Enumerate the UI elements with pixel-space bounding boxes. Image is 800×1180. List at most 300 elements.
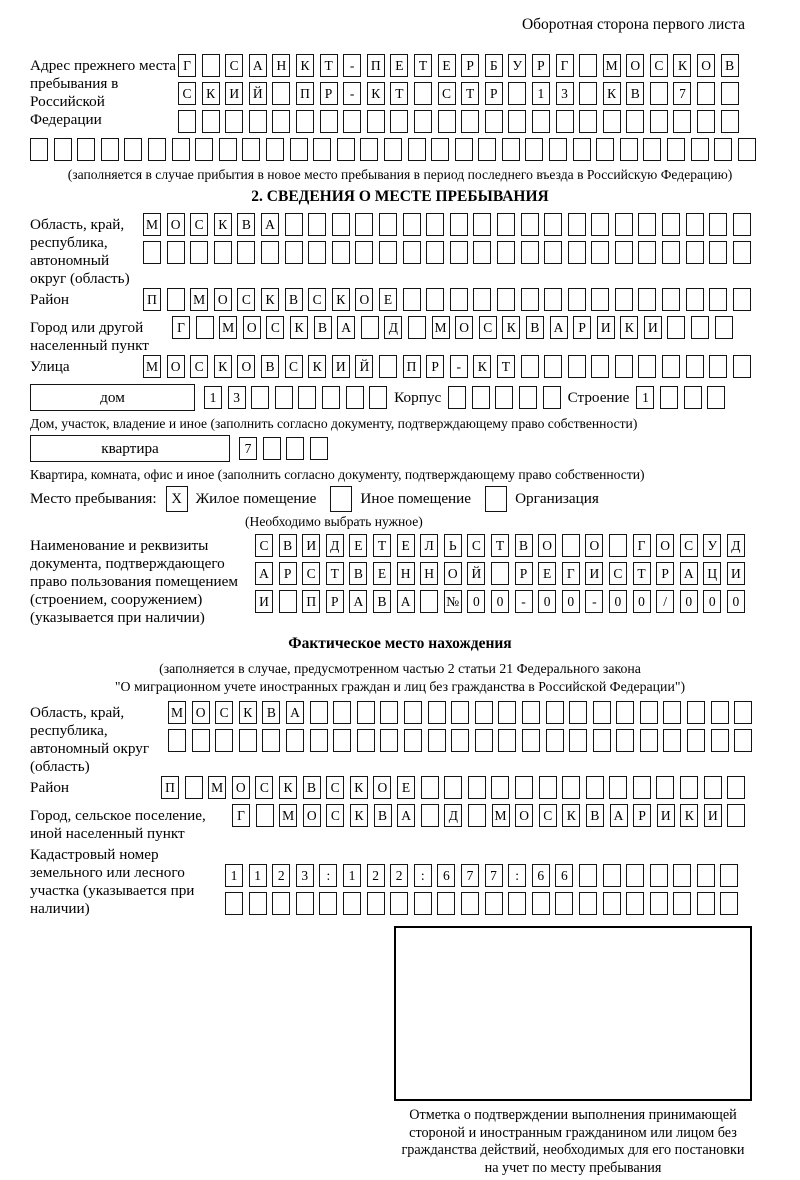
char-box[interactable]: С: [237, 288, 255, 311]
char-box[interactable]: [333, 729, 351, 752]
char-box[interactable]: Р: [485, 82, 503, 105]
char-box[interactable]: И: [704, 804, 722, 827]
char-box[interactable]: К: [562, 804, 580, 827]
char-box[interactable]: [720, 864, 738, 887]
char-box[interactable]: 3: [228, 386, 246, 409]
char-box[interactable]: 0: [538, 590, 556, 613]
char-box[interactable]: А: [550, 316, 568, 339]
char-box[interactable]: С: [326, 776, 344, 799]
char-box[interactable]: А: [337, 316, 355, 339]
char-box[interactable]: В: [262, 701, 280, 724]
char-box[interactable]: [473, 288, 491, 311]
char-box[interactable]: [461, 110, 479, 133]
char-box[interactable]: С: [438, 82, 456, 105]
char-box[interactable]: [225, 892, 243, 915]
char-box[interactable]: [275, 386, 293, 409]
char-box[interactable]: [414, 110, 432, 133]
char-box[interactable]: [343, 110, 361, 133]
char-box[interactable]: [272, 110, 290, 133]
char-box[interactable]: С: [190, 213, 208, 236]
char-box[interactable]: [290, 138, 308, 161]
char-box[interactable]: Н: [420, 562, 438, 585]
char-box[interactable]: [310, 701, 328, 724]
char-box[interactable]: К: [308, 355, 326, 378]
char-box[interactable]: [251, 386, 269, 409]
char-box[interactable]: [711, 729, 729, 752]
char-box[interactable]: [727, 776, 745, 799]
char-box[interactable]: [686, 213, 704, 236]
char-box[interactable]: [215, 729, 233, 752]
char-box[interactable]: [310, 729, 328, 752]
char-box[interactable]: [544, 213, 562, 236]
char-box[interactable]: [638, 355, 656, 378]
char-box[interactable]: [714, 138, 732, 161]
char-box[interactable]: [615, 213, 633, 236]
char-box[interactable]: [357, 729, 375, 752]
char-box[interactable]: К: [332, 288, 350, 311]
char-box[interactable]: Д: [727, 534, 745, 557]
char-box[interactable]: [337, 138, 355, 161]
char-box[interactable]: 1: [204, 386, 222, 409]
checkbox-organization[interactable]: [485, 486, 507, 512]
char-box[interactable]: [544, 288, 562, 311]
char-box[interactable]: Й: [249, 82, 267, 105]
checkbox-other-premises[interactable]: [330, 486, 352, 512]
char-box[interactable]: А: [249, 54, 267, 77]
char-box[interactable]: [616, 701, 634, 724]
char-box[interactable]: [596, 138, 614, 161]
char-box[interactable]: [178, 110, 196, 133]
char-box[interactable]: 1: [532, 82, 550, 105]
char-box[interactable]: [195, 138, 213, 161]
char-box[interactable]: Е: [397, 776, 415, 799]
char-box[interactable]: А: [349, 590, 367, 613]
char-box[interactable]: Б: [485, 54, 503, 77]
char-box[interactable]: [543, 386, 561, 409]
char-box[interactable]: О: [232, 776, 250, 799]
char-box[interactable]: Т: [390, 82, 408, 105]
char-box[interactable]: 0: [609, 590, 627, 613]
char-box[interactable]: [521, 213, 539, 236]
char-box[interactable]: -: [343, 82, 361, 105]
char-box[interactable]: [586, 776, 604, 799]
char-box[interactable]: [384, 138, 402, 161]
char-box[interactable]: [214, 241, 232, 264]
char-box[interactable]: [502, 138, 520, 161]
char-box[interactable]: [286, 437, 304, 460]
char-box[interactable]: [468, 804, 486, 827]
char-box[interactable]: Г: [633, 534, 651, 557]
char-box[interactable]: П: [403, 355, 421, 378]
char-box[interactable]: [403, 213, 421, 236]
char-box[interactable]: [101, 138, 119, 161]
char-box[interactable]: [640, 729, 658, 752]
char-box[interactable]: [684, 386, 702, 409]
char-box[interactable]: [498, 701, 516, 724]
char-box[interactable]: Р: [532, 54, 550, 77]
char-box[interactable]: 7: [461, 864, 479, 887]
char-box[interactable]: 1: [343, 864, 361, 887]
char-box[interactable]: Р: [426, 355, 444, 378]
char-box[interactable]: [332, 241, 350, 264]
char-box[interactable]: Р: [573, 316, 591, 339]
char-box[interactable]: 1: [225, 864, 243, 887]
char-box[interactable]: В: [373, 590, 391, 613]
char-box[interactable]: С: [255, 776, 273, 799]
char-box[interactable]: [355, 213, 373, 236]
char-box[interactable]: С: [190, 355, 208, 378]
char-box[interactable]: [660, 386, 678, 409]
char-box[interactable]: [167, 241, 185, 264]
char-box[interactable]: [549, 138, 567, 161]
char-box[interactable]: С: [609, 562, 627, 585]
char-box[interactable]: [249, 110, 267, 133]
char-box[interactable]: [451, 701, 469, 724]
char-box[interactable]: [202, 54, 220, 77]
char-box[interactable]: [568, 288, 586, 311]
char-box[interactable]: 2: [367, 864, 385, 887]
char-box[interactable]: В: [374, 804, 392, 827]
char-box[interactable]: [673, 110, 691, 133]
char-box[interactable]: [428, 729, 446, 752]
char-box[interactable]: [591, 213, 609, 236]
char-box[interactable]: [319, 892, 337, 915]
char-box[interactable]: К: [367, 82, 385, 105]
char-box[interactable]: О: [697, 54, 715, 77]
char-box[interactable]: [626, 110, 644, 133]
apartment-type-box[interactable]: квартира: [30, 435, 230, 462]
char-box[interactable]: Й: [467, 562, 485, 585]
char-box[interactable]: К: [620, 316, 638, 339]
char-box[interactable]: [609, 776, 627, 799]
char-box[interactable]: С: [680, 534, 698, 557]
char-box[interactable]: [650, 82, 668, 105]
char-box[interactable]: К: [350, 776, 368, 799]
char-box[interactable]: /: [656, 590, 674, 613]
char-box[interactable]: К: [239, 701, 257, 724]
char-box[interactable]: [615, 241, 633, 264]
char-box[interactable]: М: [143, 355, 161, 378]
char-box[interactable]: Ь: [444, 534, 462, 557]
char-box[interactable]: [346, 386, 364, 409]
char-box[interactable]: [473, 241, 491, 264]
char-box[interactable]: [426, 241, 444, 264]
char-box[interactable]: [279, 590, 297, 613]
char-box[interactable]: Р: [633, 804, 651, 827]
char-box[interactable]: [225, 110, 243, 133]
char-box[interactable]: К: [680, 804, 698, 827]
char-box[interactable]: К: [673, 54, 691, 77]
char-box[interactable]: [308, 213, 326, 236]
char-box[interactable]: Е: [349, 534, 367, 557]
char-box[interactable]: [591, 241, 609, 264]
char-box[interactable]: -: [343, 54, 361, 77]
char-box[interactable]: К: [290, 316, 308, 339]
char-box[interactable]: М: [168, 701, 186, 724]
char-box[interactable]: М: [190, 288, 208, 311]
char-box[interactable]: О: [355, 288, 373, 311]
char-box[interactable]: [286, 729, 304, 752]
char-box[interactable]: [308, 241, 326, 264]
char-box[interactable]: [626, 864, 644, 887]
char-box[interactable]: [272, 892, 290, 915]
char-box[interactable]: [568, 213, 586, 236]
char-box[interactable]: [546, 729, 564, 752]
char-box[interactable]: [124, 138, 142, 161]
char-box[interactable]: К: [502, 316, 520, 339]
char-box[interactable]: [285, 241, 303, 264]
char-box[interactable]: [579, 110, 597, 133]
char-box[interactable]: :: [508, 864, 526, 887]
char-box[interactable]: [426, 288, 444, 311]
char-box[interactable]: П: [302, 590, 320, 613]
char-box[interactable]: [697, 82, 715, 105]
char-box[interactable]: [508, 892, 526, 915]
char-box[interactable]: Т: [326, 562, 344, 585]
char-box[interactable]: [437, 892, 455, 915]
char-box[interactable]: [310, 437, 328, 460]
char-box[interactable]: О: [626, 54, 644, 77]
char-box[interactable]: Е: [438, 54, 456, 77]
char-box[interactable]: С: [467, 534, 485, 557]
char-box[interactable]: [256, 804, 274, 827]
char-box[interactable]: [707, 386, 725, 409]
char-box[interactable]: [491, 776, 509, 799]
char-box[interactable]: Т: [491, 534, 509, 557]
char-box[interactable]: 1: [249, 864, 267, 887]
char-box[interactable]: [498, 729, 516, 752]
char-box[interactable]: :: [414, 864, 432, 887]
char-box[interactable]: [448, 386, 466, 409]
char-box[interactable]: [686, 241, 704, 264]
char-box[interactable]: [721, 110, 739, 133]
char-box[interactable]: Г: [178, 54, 196, 77]
char-box[interactable]: И: [585, 562, 603, 585]
char-box[interactable]: [680, 776, 698, 799]
char-box[interactable]: :: [319, 864, 337, 887]
char-box[interactable]: [615, 355, 633, 378]
char-box[interactable]: [266, 138, 284, 161]
char-box[interactable]: [332, 213, 350, 236]
char-box[interactable]: Т: [461, 82, 479, 105]
char-box[interactable]: [638, 288, 656, 311]
char-box[interactable]: [408, 138, 426, 161]
char-box[interactable]: В: [721, 54, 739, 77]
char-box[interactable]: [30, 138, 48, 161]
char-box[interactable]: [633, 776, 651, 799]
char-box[interactable]: [438, 110, 456, 133]
char-box[interactable]: [525, 138, 543, 161]
char-box[interactable]: В: [303, 776, 321, 799]
char-box[interactable]: [650, 864, 668, 887]
char-box[interactable]: [390, 892, 408, 915]
char-box[interactable]: О: [167, 355, 185, 378]
char-box[interactable]: [369, 386, 387, 409]
char-box[interactable]: [556, 110, 574, 133]
char-box[interactable]: -: [450, 355, 468, 378]
char-box[interactable]: [539, 776, 557, 799]
char-box[interactable]: [261, 241, 279, 264]
char-box[interactable]: -: [515, 590, 533, 613]
char-box[interactable]: [431, 138, 449, 161]
char-box[interactable]: [568, 355, 586, 378]
char-box[interactable]: А: [261, 213, 279, 236]
char-box[interactable]: С: [255, 534, 273, 557]
char-box[interactable]: [367, 892, 385, 915]
char-box[interactable]: 0: [491, 590, 509, 613]
char-box[interactable]: [414, 82, 432, 105]
char-box[interactable]: [687, 729, 705, 752]
char-box[interactable]: [296, 892, 314, 915]
char-box[interactable]: [361, 316, 379, 339]
char-box[interactable]: [497, 213, 515, 236]
char-box[interactable]: 7: [485, 864, 503, 887]
char-box[interactable]: [544, 355, 562, 378]
char-box[interactable]: К: [296, 54, 314, 77]
char-box[interactable]: [475, 729, 493, 752]
char-box[interactable]: 3: [296, 864, 314, 887]
char-box[interactable]: [249, 892, 267, 915]
char-box[interactable]: С: [225, 54, 243, 77]
char-box[interactable]: [450, 241, 468, 264]
char-box[interactable]: [573, 138, 591, 161]
char-box[interactable]: К: [214, 355, 232, 378]
char-box[interactable]: Л: [420, 534, 438, 557]
char-box[interactable]: В: [237, 213, 255, 236]
char-box[interactable]: К: [261, 288, 279, 311]
char-box[interactable]: С: [539, 804, 557, 827]
char-box[interactable]: [709, 213, 727, 236]
char-box[interactable]: А: [397, 804, 415, 827]
char-box[interactable]: [569, 729, 587, 752]
char-box[interactable]: 0: [680, 590, 698, 613]
char-box[interactable]: И: [302, 534, 320, 557]
char-box[interactable]: [357, 701, 375, 724]
char-box[interactable]: [519, 386, 537, 409]
char-box[interactable]: [148, 138, 166, 161]
char-box[interactable]: [168, 729, 186, 752]
char-box[interactable]: [638, 213, 656, 236]
char-box[interactable]: [663, 701, 681, 724]
char-box[interactable]: [650, 110, 668, 133]
char-box[interactable]: [532, 110, 550, 133]
char-box[interactable]: [403, 241, 421, 264]
char-box[interactable]: И: [597, 316, 615, 339]
char-box[interactable]: 0: [562, 590, 580, 613]
char-box[interactable]: М: [143, 213, 161, 236]
char-box[interactable]: Т: [373, 534, 391, 557]
char-box[interactable]: [662, 288, 680, 311]
char-box[interactable]: П: [367, 54, 385, 77]
char-box[interactable]: К: [473, 355, 491, 378]
char-box[interactable]: [379, 213, 397, 236]
char-box[interactable]: 7: [673, 82, 691, 105]
char-box[interactable]: О: [444, 562, 462, 585]
char-box[interactable]: [219, 138, 237, 161]
char-box[interactable]: [662, 213, 680, 236]
char-box[interactable]: Д: [444, 804, 462, 827]
char-box[interactable]: Т: [497, 355, 515, 378]
char-box[interactable]: 7: [239, 437, 257, 460]
char-box[interactable]: [555, 892, 573, 915]
char-box[interactable]: [343, 892, 361, 915]
checkbox-residential[interactable]: X: [166, 486, 188, 512]
char-box[interactable]: [185, 776, 203, 799]
char-box[interactable]: №: [444, 590, 462, 613]
char-box[interactable]: С: [302, 562, 320, 585]
char-box[interactable]: П: [161, 776, 179, 799]
char-box[interactable]: С: [266, 316, 284, 339]
char-box[interactable]: О: [656, 534, 674, 557]
char-box[interactable]: А: [680, 562, 698, 585]
char-box[interactable]: [285, 213, 303, 236]
char-box[interactable]: В: [285, 288, 303, 311]
char-box[interactable]: [143, 241, 161, 264]
char-box[interactable]: 6: [437, 864, 455, 887]
char-box[interactable]: И: [657, 804, 675, 827]
char-box[interactable]: [404, 701, 422, 724]
char-box[interactable]: [380, 729, 398, 752]
char-box[interactable]: [579, 892, 597, 915]
char-box[interactable]: [687, 701, 705, 724]
char-box[interactable]: О: [303, 804, 321, 827]
char-box[interactable]: [626, 892, 644, 915]
char-box[interactable]: Н: [397, 562, 415, 585]
char-box[interactable]: У: [703, 534, 721, 557]
char-box[interactable]: С: [178, 82, 196, 105]
char-box[interactable]: [380, 701, 398, 724]
char-box[interactable]: [403, 288, 421, 311]
char-box[interactable]: В: [626, 82, 644, 105]
char-box[interactable]: Г: [556, 54, 574, 77]
char-box[interactable]: [686, 288, 704, 311]
char-box[interactable]: 1: [636, 386, 654, 409]
char-box[interactable]: [272, 82, 290, 105]
char-box[interactable]: М: [208, 776, 226, 799]
char-box[interactable]: [192, 729, 210, 752]
char-box[interactable]: С: [326, 804, 344, 827]
char-box[interactable]: О: [237, 355, 255, 378]
char-box[interactable]: [485, 892, 503, 915]
char-box[interactable]: Т: [414, 54, 432, 77]
char-box[interactable]: [491, 562, 509, 585]
char-box[interactable]: [521, 288, 539, 311]
char-box[interactable]: О: [515, 804, 533, 827]
char-box[interactable]: [473, 213, 491, 236]
char-box[interactable]: Ц: [703, 562, 721, 585]
char-box[interactable]: [515, 776, 533, 799]
char-box[interactable]: [738, 138, 756, 161]
char-box[interactable]: П: [296, 82, 314, 105]
char-box[interactable]: [172, 138, 190, 161]
char-box[interactable]: [190, 241, 208, 264]
char-box[interactable]: 0: [467, 590, 485, 613]
char-box[interactable]: [451, 729, 469, 752]
char-box[interactable]: Г: [232, 804, 250, 827]
char-box[interactable]: И: [255, 590, 273, 613]
char-box[interactable]: 0: [633, 590, 651, 613]
char-box[interactable]: [468, 776, 486, 799]
char-box[interactable]: Д: [326, 534, 344, 557]
char-box[interactable]: [727, 804, 745, 827]
char-box[interactable]: И: [644, 316, 662, 339]
char-box[interactable]: Е: [538, 562, 556, 585]
char-box[interactable]: О: [243, 316, 261, 339]
char-box[interactable]: Т: [633, 562, 651, 585]
char-box[interactable]: [455, 138, 473, 161]
char-box[interactable]: П: [143, 288, 161, 311]
char-box[interactable]: С: [650, 54, 668, 77]
